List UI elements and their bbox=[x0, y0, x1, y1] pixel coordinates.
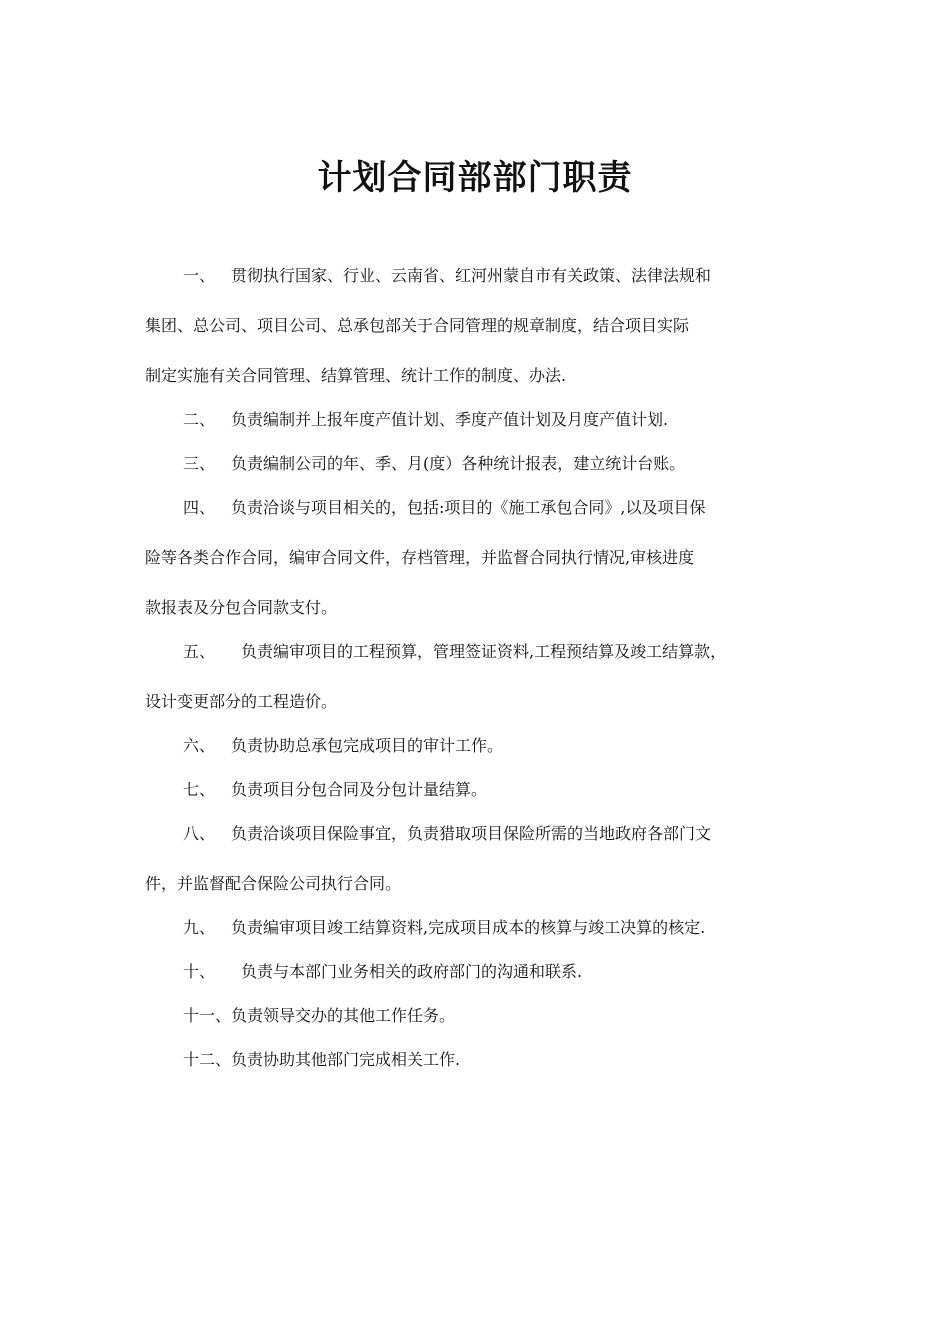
item-number: 八、 bbox=[183, 824, 216, 843]
item-text-line: 负责与本部门业务相关的政府部门的沟通和联系. bbox=[241, 962, 583, 981]
item-number: 十一、 bbox=[183, 1006, 232, 1025]
item-number: 十、 bbox=[183, 962, 216, 981]
item-number: 四、 bbox=[183, 498, 216, 517]
item-text-line: 设计变更部分的工程造价。 bbox=[145, 692, 338, 711]
item-text-line: 件，并监督配合保险公司执行合同。 bbox=[145, 874, 402, 893]
item-text-line: 负责洽谈与项目相关的，包括:项目的《施工承包合同》,以及项目保 bbox=[231, 498, 706, 517]
item-text-line: 负责编审项目竣工结算资料,完成项目成本的核算与竣工决算的核定. bbox=[231, 918, 706, 937]
item-text-line: 集团、总公司、项目公司、总承包部关于合同管理的规章制度，结合项目实际 bbox=[145, 316, 690, 335]
item-number: 二、 bbox=[183, 410, 216, 429]
item-text-line: 负责项目分包合同及分包计量结算。 bbox=[231, 780, 488, 799]
item-text-line: 贯彻执行国家、行业、云南省、红河州蒙自市有关政策、法律法规和 bbox=[231, 266, 712, 285]
item-number: 九、 bbox=[183, 918, 216, 937]
item-text-line: 负责编审项目的工程预算，管理签证资料,工程预结算及竣工结算款， bbox=[241, 642, 727, 661]
item-number: 三、 bbox=[183, 454, 216, 473]
item-text-line: 险等各类合作合同，编审合同文件，存档管理，并监督合同执行情况,审核进度 bbox=[145, 548, 695, 567]
item-text-line: 负责洽谈项目保险事宜，负责猎取项目保险所需的当地政府各部门文 bbox=[231, 824, 712, 843]
item-text-line: 负责编制公司的年、季、月(度）各种统计报表，建立统计台账。 bbox=[231, 454, 686, 473]
item-number: 七、 bbox=[183, 780, 216, 799]
item-number: 六、 bbox=[183, 736, 216, 755]
item-text-line: 负责领导交办的其他工作任务。 bbox=[231, 1006, 456, 1025]
item-text-line: 款报表及分包合同款支付。 bbox=[145, 598, 338, 617]
item-number: 一、 bbox=[183, 266, 216, 285]
page-title: 计划合同部部门职责 bbox=[317, 158, 633, 198]
item-text-line: 负责编制并上报年度产值计划、季度产值计划及月度产值计划. bbox=[231, 410, 669, 429]
item-number: 十二、 bbox=[183, 1050, 232, 1069]
item-text-line: 负责协助其他部门完成相关工作. bbox=[231, 1050, 461, 1069]
item-text-line: 制定实施有关合同管理、结算管理、统计工作的制度、办法. bbox=[145, 366, 567, 385]
item-text-line: 负责协助总承包完成项目的审计工作。 bbox=[231, 736, 504, 755]
item-number: 五、 bbox=[183, 642, 216, 661]
